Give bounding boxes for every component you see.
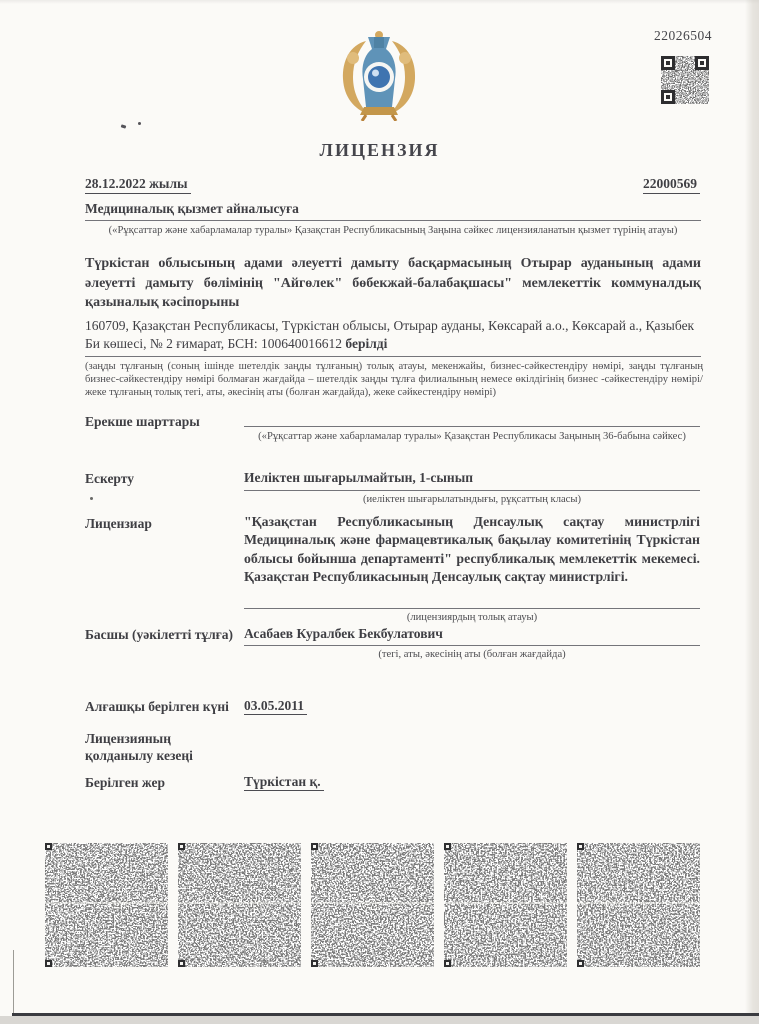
security-noise-block xyxy=(311,843,434,967)
activity-caption: («Рұқсаттар және хабарламалар туралы» Қазақстан Республикасының Заңына сәйкес лицензияланатын қызмет түрінің атауы) xyxy=(108,225,678,236)
licensee-caption: (заңды тұлғаның (соның ішінде шетелдік заңды тұлғаның) толық атауы, мекенжайы, бизнес-сәйкестендіру нөмірі, заңды тұлғаның бизнес-сәйкестендіру нөмірі болмаған жағдайда – шетелдік заңды тұлға филиалының немесе өкілдігінің бизнес -сәйкестендіру нөмірі/жеке тұлғаның толық тегі, аты, әкесінің аты (болған жағдайда), жеке сәйкестендіру нөмірі) xyxy=(85,361,703,399)
license-number: 22000569 xyxy=(643,176,700,194)
field-label-first-issue: Алғашқы берілген күні xyxy=(85,699,229,714)
licensor-caption: (лицензиярдың толық атауы) xyxy=(406,612,538,623)
field-label-place: Берілген жер xyxy=(85,775,165,790)
security-noise-block xyxy=(45,843,168,967)
note-value: Иеліктен шығарылмайтын, 1-сынып xyxy=(244,470,474,485)
issued-word: берілді xyxy=(345,335,388,351)
licensee-address-text: 160709, Қазақстан Республикасы, Түркістан облысы, Отырар ауданы, Көксарай а.о., Көксарай а., Қазыбек Би көшесі, № 2 ғимарат, БСН: 100640016612 xyxy=(85,318,695,351)
special-conditions-caption: («Рұқсаттар және хабарламалар туралы» Қазақстан Республикасы Заңының 36-бабына сәйкес) xyxy=(258,431,686,442)
head-caption: (тегі, аты, әкесінің аты (болған жағдайда) xyxy=(378,649,566,660)
scan-bottom-band xyxy=(0,1016,759,1024)
divider-line xyxy=(244,645,700,646)
first-issue-value xyxy=(244,698,700,714)
qr-code-icon xyxy=(658,53,712,107)
head-value: Асабаев Куралбек Бекбулатович xyxy=(244,626,443,641)
issue-date-row xyxy=(85,176,700,194)
security-noise-block xyxy=(444,843,567,967)
divider-line xyxy=(85,220,701,221)
field-label-head: Басшы (уәкілетті тұлға) xyxy=(85,627,234,642)
place-text: Түркістан қ. xyxy=(244,774,324,791)
field-label-validity: Лицензияның қолданылу кезеңі xyxy=(85,731,193,763)
licensee-name: Түркістан облысының адами әлеуетті дамыту басқармасының Отырар ауданының адами әлеуетті дамыту бөлімінің "Айгөлек" бөбекжай-балабақшасы" мемлекеттік коммуналдық қазыналық кәсіпорыны xyxy=(85,256,701,310)
divider-line xyxy=(244,608,700,609)
issue-date: 28.12.2022 жылы xyxy=(85,176,191,194)
scan-artifact xyxy=(90,497,93,500)
scan-top-edge xyxy=(0,0,759,4)
field-label-note: Ескерту xyxy=(85,471,134,486)
document-title: ЛИЦЕНЗИЯ xyxy=(319,140,440,160)
note-caption: (иеліктен шығарылатындығы, рұқсаттың класы) xyxy=(362,494,582,505)
licensor-value: "Қазақстан Республикасының Денсаулық сақтау министрлігі Медициналық және фармацевтикалық бақылау комитетінің Түркістан облысы бойынша департаменті" республикалық мемлекеттік мекемесі. Қазақстан Республикасының Денсаулық сақтау министрлігі. xyxy=(244,514,700,584)
field-label-special-conditions: Ерекше шарттары xyxy=(85,414,200,429)
field-label-licensor: Лицензиар xyxy=(85,516,152,531)
document-serial-number: 22026504 xyxy=(654,28,712,43)
activity-heading: Медициналық қызмет айналысуға xyxy=(85,201,299,216)
security-noise-block xyxy=(178,843,301,967)
first-issue-date: 03.05.2011 xyxy=(244,698,307,715)
divider-line xyxy=(85,356,701,357)
divider-line xyxy=(244,490,700,491)
scan-artifact xyxy=(121,124,127,128)
licensee-address xyxy=(85,317,701,352)
kazakhstan-emblem-icon xyxy=(336,29,422,121)
scan-artifact xyxy=(138,122,141,125)
scan-left-edge-line xyxy=(13,950,14,1014)
place-value xyxy=(244,774,700,790)
divider-line xyxy=(244,426,700,427)
security-noise-block xyxy=(577,843,700,967)
